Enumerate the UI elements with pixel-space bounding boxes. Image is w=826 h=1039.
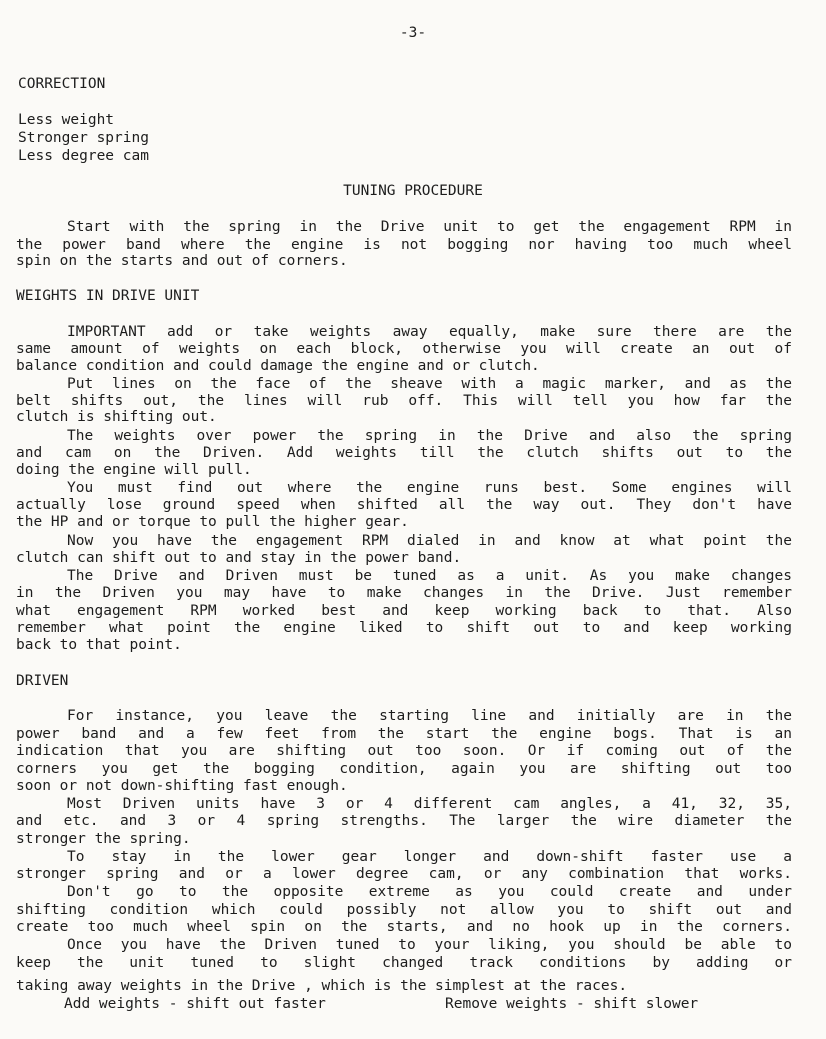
paragraph-line: IMPORTANT add or take weights away equally, make sure there are the	[67, 324, 792, 340]
paragraph-line: clutch is shifting out.	[16, 409, 217, 425]
paragraph-line: spin on the starts and out of corners.	[16, 253, 348, 269]
remove-weights-note: Remove weights - shift slower	[445, 996, 699, 1012]
paragraph-line: actually lose ground speed when shifted all the way out. They don't have	[16, 497, 792, 513]
paragraph-line: To stay in the lower gear longer and down-shift faster use a	[67, 849, 792, 865]
paragraph-line: shifting condition which could possibly not allow you to shift out and	[16, 902, 792, 918]
paragraph-line: keep the unit tuned to slight changed track conditions by adding or	[16, 955, 792, 971]
paragraph-line: stronger the spring.	[16, 831, 191, 847]
paragraph-line: back to that point.	[16, 637, 182, 653]
paragraph-line: For instance, you leave the starting line and initially are in the	[67, 708, 792, 724]
paragraph-line: in the Driven you may have to make changes in the Drive. Just remember	[16, 585, 792, 601]
paragraph-line: Don't go to the opposite extreme as you could create and under	[67, 884, 792, 900]
paragraph-line: belt shifts out, the lines will rub off. This will tell you how far the	[16, 393, 792, 409]
paragraph-line: Put lines on the face of the sheave with a magic marker, and as the	[67, 376, 792, 392]
paragraph-line: create too much wheel spin on the starts, and no hook up in the corners.	[16, 919, 792, 935]
paragraph-line: corners you get the bogging condition, again you are shifting out too	[16, 761, 792, 777]
paragraph-line: same amount of weights on each block, otherwise you will create an out of	[16, 341, 792, 357]
paragraph-line: taking away weights in the Drive , which is the simplest at the races.	[16, 978, 628, 994]
paragraph-line: the power band where the engine is not bogging nor having too much wheel	[16, 237, 792, 253]
tuning-procedure-heading: TUNING PROCEDURE	[343, 183, 483, 199]
correction-item: Less weight	[18, 112, 115, 128]
paragraph-line: balance condition and could damage the engine and or clutch.	[16, 358, 540, 374]
paragraph-line: doing the engine will pull.	[16, 462, 252, 478]
correction-item: Less degree cam	[18, 148, 149, 164]
driven-heading: DRIVEN	[16, 673, 69, 689]
paragraph-line: Start with the spring in the Drive unit to get the engagement RPM in	[67, 219, 792, 235]
paragraph-line: what engagement RPM worked best and keep working back to that. Also	[16, 603, 792, 619]
paragraph-line: soon or not down-shifting fast enough.	[16, 778, 348, 794]
paragraph-line: Now you have the engagement RPM dialed in and know at what point the	[67, 533, 792, 549]
paragraph-line: and etc. and 3 or 4 spring strengths. The larger the wire diameter the	[16, 813, 792, 829]
correction-item: Stronger spring	[18, 130, 149, 146]
weights-heading: WEIGHTS IN DRIVE UNIT	[16, 288, 200, 304]
add-weights-note: Add weights - shift out faster	[64, 996, 326, 1012]
paragraph-line: the HP and or torque to pull the higher gear.	[16, 514, 409, 530]
paragraph-line: remember what point the engine liked to shift out to and keep working	[16, 620, 792, 636]
correction-heading: CORRECTION	[18, 76, 106, 92]
paragraph-line: Most Driven units have 3 or 4 different cam angles, a 41, 32, 35,	[67, 796, 792, 812]
paragraph-line: The Drive and Driven must be tuned as a unit. As you make changes	[67, 568, 792, 584]
paragraph-line: and cam on the Driven. Add weights till the clutch shifts out to the	[16, 445, 792, 461]
paragraph-line: clutch can shift out to and stay in the power band.	[16, 550, 462, 566]
paragraph-line: You must find out where the engine runs best. Some engines will	[67, 480, 792, 496]
paragraph-line: indication that you are shifting out too soon. Or if coming out of the	[16, 743, 792, 759]
paragraph-line: The weights over power the spring in the Drive and also the spring	[67, 428, 792, 444]
paragraph-line: power band and a few feet from the start the engine bogs. That is an	[16, 726, 792, 742]
page-number: -3-	[399, 25, 427, 41]
paragraph-line: stronger spring and or a lower degree cam, or any combination that works.	[16, 866, 792, 882]
paragraph-line: Once you have the Driven tuned to your liking, you should be able to	[67, 937, 792, 953]
